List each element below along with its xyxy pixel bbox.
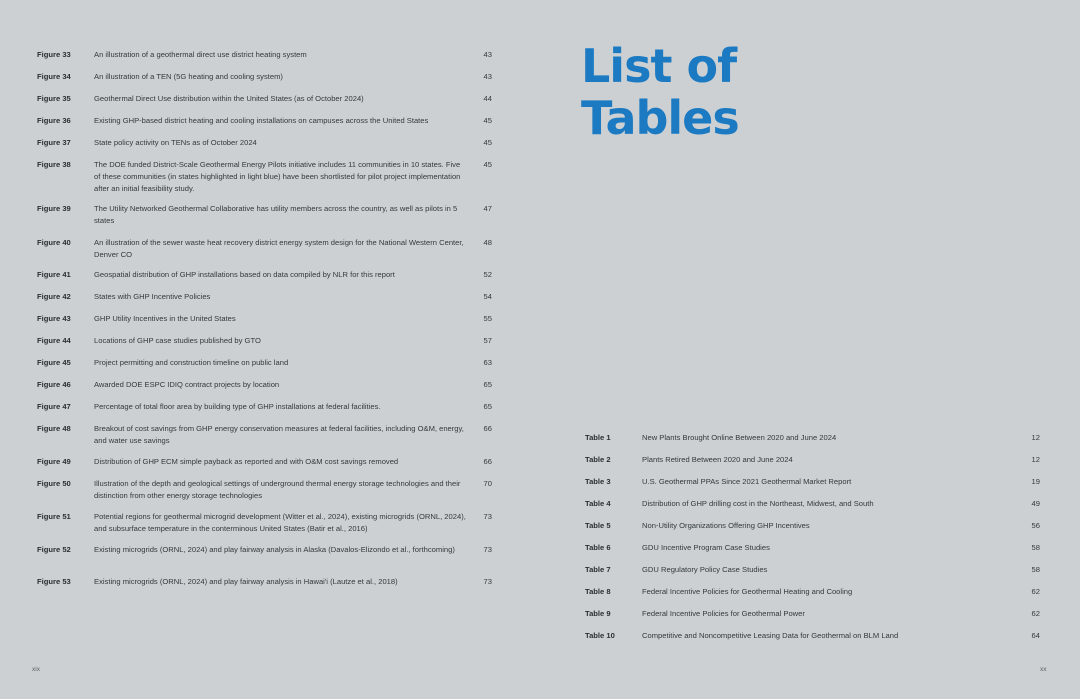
- page-folio-left: xix: [32, 666, 40, 673]
- figure-caption: Project permitting and construction timeline on public land: [94, 358, 289, 367]
- table-label: Table 1: [585, 433, 611, 442]
- table-caption: Distribution of GHP drilling cost in the Northeast, Midwest, and South: [642, 499, 874, 508]
- table-page-number: 56: [1031, 521, 1040, 530]
- table-page-number: 58: [1031, 565, 1040, 574]
- figure-label: Figure 33: [37, 50, 71, 59]
- table-caption: Federal Incentive Policies for Geothermal Power: [642, 609, 805, 618]
- figure-caption: States with GHP Incentive Policies: [94, 292, 211, 301]
- table-caption: U.S. Geothermal PPAs Since 2021 Geothermal Market Report: [642, 477, 852, 486]
- figure-page-number: 45: [483, 138, 492, 147]
- figure-label: Figure 40: [37, 238, 71, 247]
- figure-caption: Geothermal Direct Use distribution within the United States (as of October 2024): [94, 94, 364, 103]
- figure-page-number: 47: [483, 204, 492, 213]
- figure-label: Figure 53: [37, 577, 71, 586]
- figure-caption: Breakout of cost savings from GHP energy conservation measures at federal facilities, including O&M, energy, and water use savings: [94, 424, 464, 445]
- table-label: Table 2: [585, 455, 611, 464]
- table-caption: New Plants Brought Online Between 2020 and June 2024: [642, 433, 837, 442]
- figure-page-number: 63: [483, 358, 492, 367]
- figure-page-number: 52: [483, 270, 492, 279]
- page-folio-right: xx: [1040, 666, 1047, 673]
- figure-label: Figure 38: [37, 160, 71, 169]
- figure-caption: Percentage of total floor area by building type of GHP installations at federal facilities.: [94, 402, 381, 411]
- table-label: Table 10: [585, 631, 615, 640]
- figure-label: Figure 37: [37, 138, 71, 147]
- figure-label: Figure 48: [37, 424, 71, 433]
- figure-label: Figure 35: [37, 94, 71, 103]
- figure-label: Figure 39: [37, 204, 71, 213]
- table-label: Table 9: [585, 609, 611, 618]
- figure-caption: Awarded DOE ESPC IDIQ contract projects by location: [94, 380, 280, 389]
- right-page: [540, 0, 1080, 699]
- table-caption: Non-Utility Organizations Offering GHP Incentives: [642, 521, 810, 530]
- figure-label: Figure 47: [37, 402, 71, 411]
- figure-caption: The DOE funded District-Scale Geothermal Energy Pilots initiative includes 11 communities in 10 states. Five of these communities (in states highlighted in light blue) have been shortlisted for pilot project implementation after an initial feasibility study.: [94, 160, 461, 193]
- table-page-number: 12: [1031, 455, 1040, 464]
- figure-caption: Illustration of the depth and geological settings of underground thermal energy storage technologies and their distinction from other energy storage technologies: [94, 479, 461, 500]
- figure-page-number: 55: [483, 314, 492, 323]
- figure-caption: An illustration of a geothermal direct use district heating system: [94, 50, 307, 59]
- figure-label: Figure 50: [37, 479, 71, 488]
- table-page-number: 58: [1031, 543, 1040, 552]
- table-page-number: 49: [1031, 499, 1040, 508]
- figure-page-number: 43: [483, 50, 492, 59]
- figure-caption: Distribution of GHP ECM simple payback as reported and with O&M cost savings removed: [94, 457, 399, 466]
- figure-page-number: 48: [483, 238, 492, 247]
- figure-label: Figure 49: [37, 457, 71, 466]
- table-page-number: 62: [1031, 609, 1040, 618]
- figure-page-number: 66: [483, 424, 492, 433]
- figure-page-number: 54: [483, 292, 492, 301]
- table-label: Table 3: [585, 477, 611, 486]
- figure-page-number: 45: [483, 116, 492, 125]
- figure-label: Figure 36: [37, 116, 71, 125]
- figure-caption: Locations of GHP case studies published by GTO: [94, 336, 261, 345]
- figure-page-number: 65: [483, 380, 492, 389]
- table-label: Table 6: [585, 543, 611, 552]
- list-of-tables-heading: [581, 40, 739, 144]
- table-caption: Plants Retired Between 2020 and June 2024: [642, 455, 793, 464]
- figure-label: Figure 52: [37, 545, 71, 554]
- figure-page-number: 66: [483, 457, 492, 466]
- figure-caption: Existing microgrids (ORNL, 2024) and play fairway analysis in Hawai'i (Lautze et al., 2018): [94, 577, 398, 586]
- figure-page-number: 73: [483, 512, 492, 521]
- figure-page-number: 44: [483, 94, 492, 103]
- figure-caption: An illustration of the sewer waste heat recovery district energy system design for the National Western Center, Denver CO: [94, 238, 464, 259]
- figure-caption: Potential regions for geothermal microgrid development (Witter et al., 2024), existing microgrids (ORNL, 2024), and subsurface temperature in the conterminous United States (Batir et al., 2016): [94, 512, 466, 533]
- figure-page-number: 73: [483, 545, 492, 554]
- figure-caption: Existing microgrids (ORNL, 2024) and play fairway analysis in Alaska (Davalos-Elizondo et al., forthcoming): [94, 545, 455, 554]
- table-caption: GDU Regulatory Policy Case Studies: [642, 565, 768, 574]
- table-page-number: 64: [1031, 631, 1040, 640]
- figure-label: Figure 51: [37, 512, 71, 521]
- table-label: Table 5: [585, 521, 611, 530]
- figure-caption: The Utility Networked Geothermal Collaborative has utility members across the country, as well as pilots in 5 states: [94, 204, 458, 225]
- table-page-number: 12: [1031, 433, 1040, 442]
- figure-page-number: 70: [483, 479, 492, 488]
- table-caption: Federal Incentive Policies for Geothermal Heating and Cooling: [642, 587, 853, 596]
- figure-label: Figure 45: [37, 358, 71, 367]
- heading-line-2: Tables: [581, 91, 739, 145]
- table-page-number: 62: [1031, 587, 1040, 596]
- figure-caption: GHP Utility Incentives in the United States: [94, 314, 236, 323]
- table-caption: Competitive and Noncompetitive Leasing Data for Geothermal on BLM Land: [642, 631, 899, 640]
- figure-caption: An illustration of a TEN (5G heating and cooling system): [94, 72, 283, 81]
- figure-caption: Geospatial distribution of GHP installations based on data compiled by NLR for this report: [94, 270, 395, 279]
- figure-caption: Existing GHP-based district heating and cooling installations on campuses across the United States: [94, 116, 429, 125]
- table-label: Table 4: [585, 499, 611, 508]
- figure-page-number: 43: [483, 72, 492, 81]
- figure-page-number: 45: [483, 160, 492, 169]
- table-label: Table 7: [585, 565, 611, 574]
- figure-caption: State policy activity on TENs as of October 2024: [94, 138, 257, 147]
- figure-label: Figure 42: [37, 292, 71, 301]
- table-caption: GDU Incentive Program Case Studies: [642, 543, 770, 552]
- heading-line-1: List of: [581, 39, 737, 93]
- figure-label: Figure 46: [37, 380, 71, 389]
- figure-page-number: 57: [483, 336, 492, 345]
- table-page-number: 19: [1031, 477, 1040, 486]
- figure-page-number: 73: [483, 577, 492, 586]
- figure-page-number: 65: [483, 402, 492, 411]
- figure-label: Figure 44: [37, 336, 71, 345]
- table-label: Table 8: [585, 587, 611, 596]
- figure-label: Figure 43: [37, 314, 71, 323]
- figure-label: Figure 34: [37, 72, 71, 81]
- figure-label: Figure 41: [37, 270, 71, 279]
